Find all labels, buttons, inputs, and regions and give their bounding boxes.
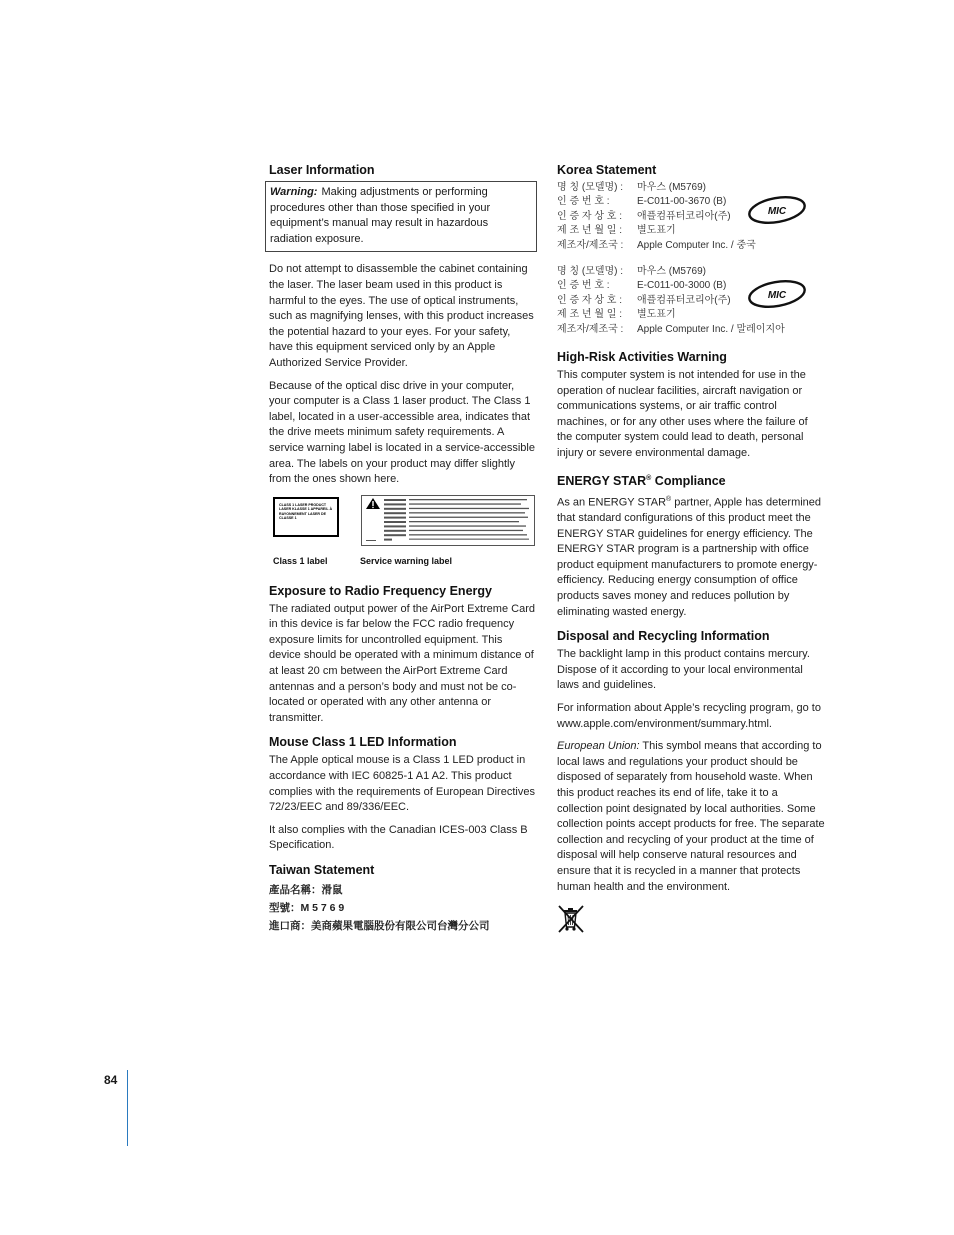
korea-1-line	[557, 224, 825, 238]
korea-1-label: 인 증 자 상 호 :	[557, 210, 622, 222]
energy-star-section	[557, 470, 825, 621]
korea-1-label: 제 조 년 월 일 :	[557, 225, 622, 237]
korea-2-value: 마우스 (M5769)	[637, 266, 706, 278]
high-risk-section	[557, 349, 825, 462]
laser-paragraph-1: Do not attempt to disassemble the cabinet containing the laser. The laser beam used in this product is harmful to the eyes. The use of optical instruments, such as magnifying lenses, with this product increases the potential hazard to your eyes. For your safety, have this equipment serviced only by an Apple Authorized Service Provider.	[269, 263, 534, 369]
korea-1-label: 제조자/제조국 :	[557, 239, 624, 251]
eu-text: This symbol means that according to local laws and regulations your product should be disposed of separately from household waste. When this product reaches its end of life, take it to a collection point designated by local authorities. Some collection points accept products for free. The separate collection and recycling of your product at the time of disposal will help conserve natural resources and ensure that it is recycled in a manner that protects human health and the environment.	[557, 740, 825, 893]
mic-logo-text: MIC	[767, 290, 787, 302]
energy-title-b: Compliance	[651, 473, 726, 488]
laser-warning-box	[265, 181, 537, 252]
korea-block-1	[557, 181, 825, 253]
korea-1-value: E-C011-00-3670 (B)	[637, 196, 727, 208]
korea-1-label: 명 칭 (모델명) :	[557, 182, 624, 193]
korea-1-line	[557, 239, 825, 253]
laser-section	[269, 162, 537, 575]
energy-title-a: ENERGY STAR	[557, 473, 647, 488]
korea-1-value: 애플컴퓨터코리아(주)	[637, 210, 731, 222]
page-number: 84	[104, 1073, 118, 1087]
high-risk-title: High-Risk Activities Warning	[557, 350, 727, 365]
right-column	[557, 162, 825, 947]
disposal-section	[557, 628, 825, 939]
service-warning-label-image	[361, 495, 535, 546]
class1-laser-label	[273, 497, 339, 537]
warning-text: Making adjustments or performing procedures other than those specified in your equipment’s manual may result in hazardous radiation exposure.	[270, 186, 491, 245]
energy-p-a: As an ENERGY STAR	[557, 496, 667, 509]
mic-logo-icon	[747, 195, 807, 225]
left-column	[269, 162, 537, 943]
korea-2-label: 인 증 자 상 호 :	[557, 294, 622, 306]
high-risk-paragraph: This computer system is not intended for use in the operation of nuclear facilities, aircraft navigation or communications systems, or air traffic control machines, or for any other uses where the failure of the computer system could lead to death, personal injury or severe environmental damage.	[557, 369, 808, 460]
warning-triangle-icon	[366, 498, 380, 509]
taiwan-line-3: 進口商：美商蘋果電腦股份有限公司台灣分公司	[269, 920, 490, 932]
class1-label-text: CLASS 1 LASER PRODUCT LASER KLASSE 1 APPAREIL À RAYONNEMENT LASER DE CLASSE 1	[279, 502, 333, 520]
energy-star-paragraph	[557, 492, 825, 620]
radio-frequency-section	[269, 583, 537, 727]
korea-section	[557, 162, 825, 337]
mouse-paragraph-1: The Apple optical mouse is a Class 1 LED product in accordance with IEC 60825-1 A1 A2. This product complies with the requirements of European Directives 72/23/EEC and 89/336/EEC.	[269, 754, 535, 814]
korea-2-value: 애플컴퓨터코리아(주)	[637, 294, 731, 306]
korea-2-line	[557, 308, 825, 322]
korea-1-value: 마우스 (M5769)	[637, 182, 706, 193]
laser-labels-figure	[269, 495, 537, 575]
eu-lead: European Union:	[557, 740, 640, 753]
korea-2-label: 명 칭 (모델명) :	[557, 266, 624, 278]
korea-1-value: Apple Computer Inc. / 중국	[637, 239, 756, 251]
korea-2-label: 제조자/제조국 :	[557, 323, 624, 335]
mouse-paragraph-2: It also complies with the Canadian ICES-003 Class B Specification.	[269, 823, 528, 852]
mouse-led-section	[269, 734, 537, 854]
korea-2-label: 제 조 년 월 일 :	[557, 309, 622, 321]
caption-class1-label: Class 1 label	[273, 555, 328, 566]
korea-1-value: 별도표기	[637, 225, 676, 237]
taiwan-title: Taiwan Statement	[269, 863, 375, 877]
korea-2-value: 별도표기	[637, 309, 676, 321]
footer-rule	[127, 1070, 128, 1146]
taiwan-line-1: 產品名稱：滑鼠	[269, 884, 343, 896]
korea-block-2	[557, 265, 825, 337]
disposal-paragraph-1: The backlight lamp in this product contains mercury. Dispose of it according to your local environmental laws and guidelines.	[557, 648, 810, 692]
mouse-title: Mouse Class 1 LED Information	[269, 735, 457, 750]
laser-paragraph-2: Because of the optical disc drive in your computer, your computer is a Class 1 laser product. The Class 1 label, located in a user-accessible area, indicates that the drive meets minimum safety requirements. A service warning label is located in a service-accessible area. The labels on your product may differ slightly from the ones shown here.	[269, 379, 535, 486]
energy-title-reg: ®	[646, 474, 652, 482]
korea-1-line	[557, 181, 825, 195]
korea-1-label: 인 증 번 호 :	[557, 196, 610, 208]
mic-logo-icon	[747, 279, 807, 309]
korea-2-value: E-C011-00-3000 (B)	[637, 280, 727, 292]
taiwan-section	[269, 862, 537, 935]
energy-star-title	[557, 470, 825, 490]
korea-2-line	[557, 323, 825, 337]
energy-p-b: partner, Apple has determined that standard configurations of this product meet the ENERGY STAR guidelines for energy efficiency. The ENERGY STAR program is a partnership with office product equipment manufacturers to promote energy-efficiency. Reducing energy consumption of office products saves money and reduces pollution by eliminating wasted energy.	[557, 496, 822, 618]
warning-lead: Warning:	[270, 186, 318, 198]
disposal-paragraph-3	[557, 739, 825, 895]
radio-paragraph-1: The radiated output power of the AirPort Extreme Card in this device is far below the FCC radio frequency exposure limits for uncontrolled equipment. This device should be operated with a minimum distance of at least 20 cm between the AirPort Extreme Card antennas and a person’s body and must not be co-located or operated with any other antenna or transmitter.	[269, 602, 535, 724]
taiwan-line-2: 型號：M 5 7 6 9	[269, 902, 345, 914]
energy-p-reg: ®	[666, 495, 672, 503]
laser-title: Laser Information	[269, 163, 375, 177]
disposal-paragraph-2: For information about Apple’s recycling program, go to www.apple.com/environment/summary.html.	[557, 701, 821, 730]
crossed-out-wheelie-bin-icon	[555, 904, 587, 934]
korea-2-line	[557, 265, 825, 279]
korea-2-label: 인 증 번 호 :	[557, 280, 610, 292]
korea-2-value: Apple Computer Inc. / 말레이지아	[637, 323, 785, 335]
korea-title: Korea Statement	[557, 163, 657, 177]
mic-logo-text: MIC	[767, 206, 787, 217]
caption-service-warning-label: Service warning label	[360, 555, 453, 566]
radio-title: Exposure to Radio Frequency Energy	[269, 583, 492, 598]
disposal-title: Disposal and Recycling Information	[557, 629, 770, 644]
